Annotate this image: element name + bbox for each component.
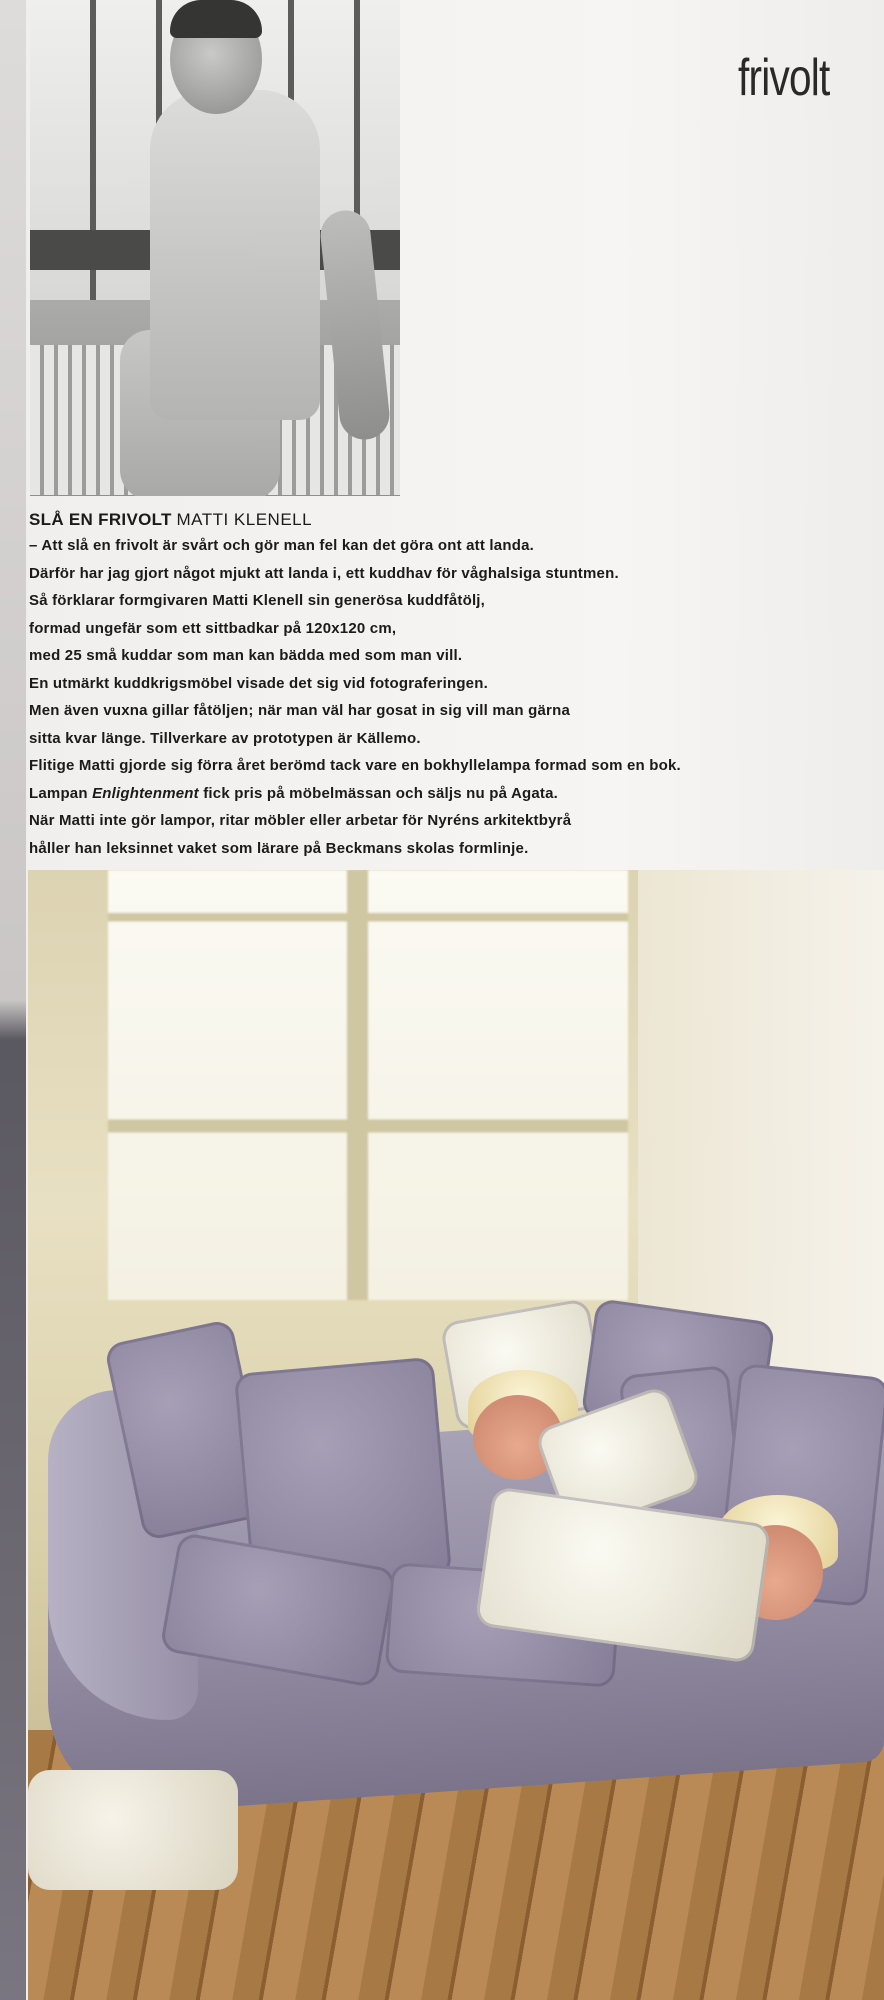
body-line: Men även vuxna gillar fåtöljen; när man väl har gosat in sig vill man gärna [29, 702, 570, 719]
portrait-person-body [150, 90, 320, 420]
body-line: formad ungefär som ett sittbadkar på 120x120 cm, [29, 619, 397, 637]
body-line: med 25 små kuddar som man kan bädda med som man vill. [29, 647, 463, 664]
article [29, 508, 879, 862]
body-line: En utmärkt kuddkrigsmöbel visade det sig vid fotograferingen. [29, 674, 488, 692]
section-tag: frivolt [738, 49, 830, 107]
lamp-line-prefix: Lampan [29, 784, 93, 802]
portrait-person-hair [170, 0, 262, 38]
lamp-line-suffix: fick pris på möbelmässan och säljs nu på Agata. [198, 784, 558, 802]
photo-window [108, 870, 628, 1300]
body-line: sitta kvar länge. Tillverkare av prototypen är Källemo. [29, 729, 421, 747]
designer-portrait-photo [30, 0, 400, 496]
lamp-title: Enlightenment [92, 784, 199, 802]
article-body [29, 532, 879, 862]
headline-kicker: SLÅ EN FRIVOLT [29, 510, 172, 529]
floor-pillow [28, 1770, 238, 1890]
body-line: När Matti inte gör lampor, ritar möbler eller arbetar för Nyréns arkitektbyrå [29, 812, 572, 829]
body-line: Därför har jag gjort något mjukt att landa i, ett kuddhav för våghalsiga stuntmen. [29, 564, 619, 582]
headline-byline: MATTI KLENELL [176, 510, 313, 529]
body-line: – Att slå en frivolt är svårt och gör man fel kan det göra ont att landa. [29, 537, 534, 554]
body-line: håller han leksinnet vaket som lärare på Beckmans skolas formlinje. [29, 839, 529, 857]
article-headline [29, 508, 879, 532]
body-line-lamp [29, 780, 879, 808]
page-edge [0, 0, 26, 2000]
sofa-photo [28, 870, 884, 2000]
body-line: Så förklarar formgivaren Matti Klenell sin generösa kuddfåtölj, [29, 592, 486, 609]
body-line: Flitige Matti gjorde sig förra året berömd tack vare en bokhyllelampa formad som en bok. [29, 757, 681, 774]
